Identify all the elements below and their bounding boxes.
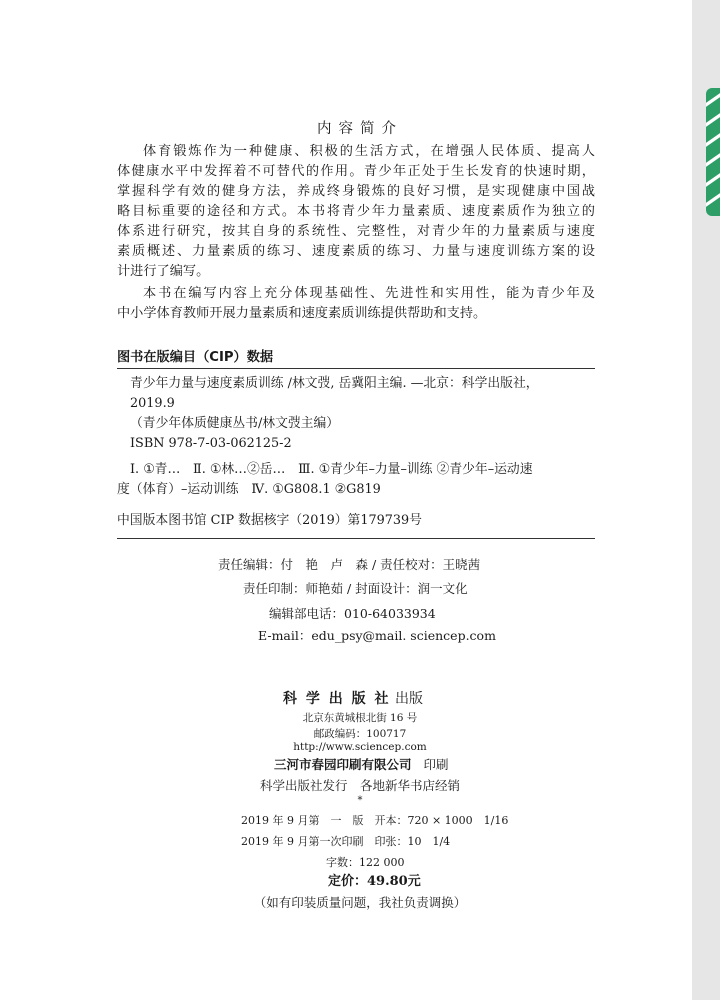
printer-label: 印刷 xyxy=(423,757,449,772)
edge-stripe xyxy=(706,93,720,107)
edge-stripe xyxy=(706,153,720,167)
publisher-name: 科 学 出 版 社 xyxy=(283,691,391,707)
publisher-address: 北京东黄城根北街 16 号 xyxy=(302,712,418,724)
distribution-line: 科学出版社发行 各地新华书店经销 xyxy=(259,778,460,793)
cip-line: 2019.9 xyxy=(130,396,175,411)
intro-line: 体健康水平中发挥着不可替代的作用。青少年正处于生长发育的快速时期， xyxy=(117,164,595,179)
classification-line: I. ①青… Ⅱ. ①林…②岳… Ⅲ. ①青少年–力量–训练 ②青少年–运动速 xyxy=(130,462,533,477)
intro-paragraph-2 xyxy=(117,284,595,324)
intro-line: 计进行了编写。 xyxy=(117,264,210,279)
intro-line: 中小学体育教师开展力量素质和速度素质训练提供帮助和支持。 xyxy=(117,306,487,321)
cip-number: 中国版本图书馆 CIP 数据核字（2019）第179739号 xyxy=(117,513,422,528)
separator-asterisk: * xyxy=(357,795,363,806)
intro-paragraph-1 xyxy=(117,142,595,282)
cip-heading: 图书在版编目（CIP）数据 xyxy=(117,350,274,365)
editorial-phone: 编辑部电话：010-64033934 xyxy=(269,606,436,621)
price: 定价：49.80元 xyxy=(328,874,421,889)
page-title: 内容简介 xyxy=(317,121,403,137)
intro-line: 略目标重要的途径和方式。本书将青少年力量素质、速度素质作为独立的 xyxy=(117,204,595,219)
edge-stripe xyxy=(706,193,720,207)
green-edge-tab xyxy=(706,88,720,216)
print-design-credit: 责任印制：师艳茹 / 封面设计：润一文化 xyxy=(243,581,468,596)
publisher-postcode: 邮政编码：100717 xyxy=(313,728,407,740)
printer-name: 三河市春园印刷有限公司 xyxy=(274,757,412,772)
divider xyxy=(117,538,595,539)
cip-classification xyxy=(117,460,595,500)
cip-number-block xyxy=(117,511,595,531)
cip-line: （青少年体质健康丛书/林文弢主编） xyxy=(130,416,340,431)
publish-label: 出版 xyxy=(394,691,423,707)
edge-stripe xyxy=(706,173,720,187)
publisher-website: http://www.sciencep.com xyxy=(293,741,427,753)
divider xyxy=(117,368,595,369)
printing-line: 2019 年 9 月第一次印刷 印张：10 1/4 xyxy=(241,835,451,848)
classification-line: 度（体育）–运动训练 Ⅳ. ①G808.1 ②G819 xyxy=(117,482,381,497)
editors-credit: 责任编辑：付 艳 卢 森 / 责任校对：王晓茜 xyxy=(218,557,481,572)
cip-line: ISBN 978-7-03-062125-2 xyxy=(130,436,292,451)
word-count: 字数：122 000 xyxy=(326,856,405,869)
intro-line: 本书在编写内容上充分体现基础性、先进性和实用性，能为青少年及 xyxy=(143,286,595,301)
intro-line: 素质概述、力量素质的练习、速度素质的练习、力量与速度训练方案的设 xyxy=(117,244,595,259)
intro-line: 体系进行研究，按其自身的系统性、完整性，对青少年的力量素质与速度 xyxy=(117,224,595,239)
edition-line: 2019 年 9 月第 一 版 开本：720 × 1000 1/16 xyxy=(241,814,509,827)
quality-notice: （如有印装质量问题，我社负责调换） xyxy=(253,895,467,910)
publisher-line xyxy=(283,688,423,708)
intro-line: 掌握科学有效的健身方法，养成终身锻炼的良好习惯，是实现健康中国战 xyxy=(117,184,595,199)
printer-line xyxy=(274,755,449,773)
intro-line: 体育锻炼作为一种健康、积极的生活方式，在增强人民体质、提高人 xyxy=(143,144,595,159)
editorial-email: E-mail：edu_psy@mail. sciencep.com xyxy=(258,628,496,643)
cip-line: 青少年力量与速度素质训练 /林文弢, 岳冀阳主编. —北京：科学出版社， xyxy=(130,376,539,391)
cip-record xyxy=(117,374,595,454)
